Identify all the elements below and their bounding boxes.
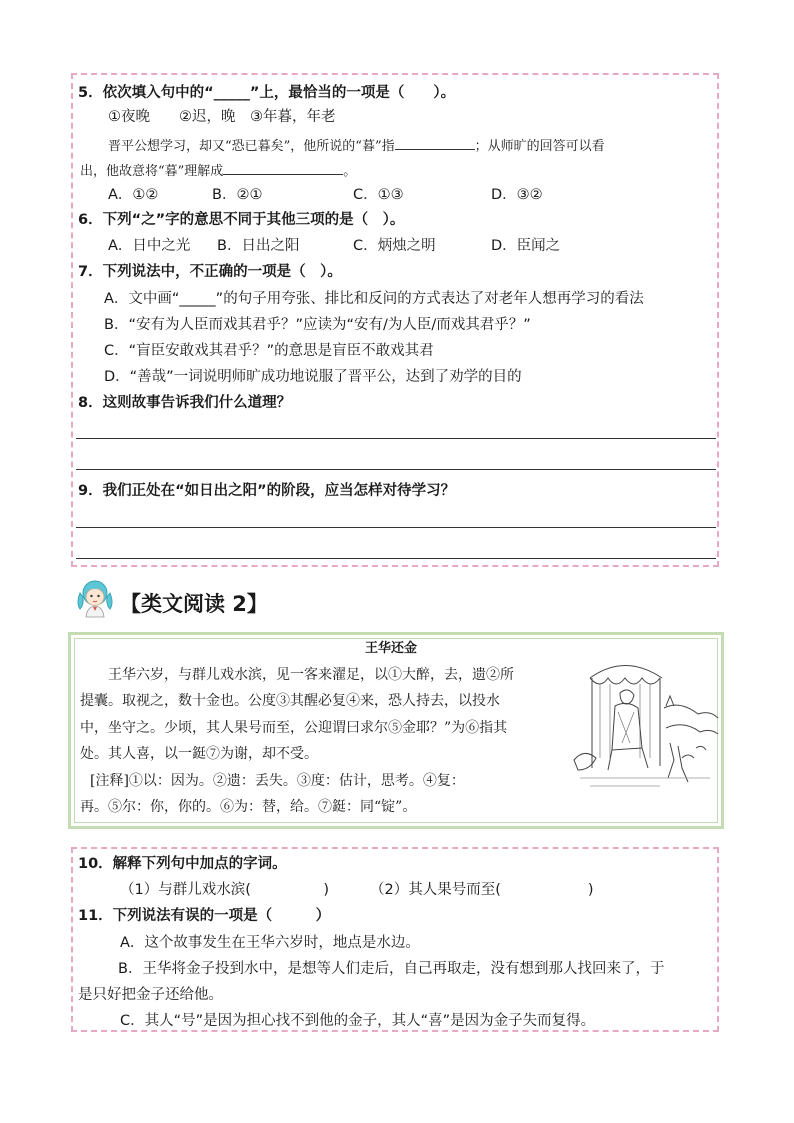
q5-choice-b[interactable]: B．②① xyxy=(212,187,263,203)
q6-choice-d[interactable]: D．臣闻之 xyxy=(491,238,561,254)
section-title: 【类文阅读 2】 xyxy=(120,592,268,616)
answer-line-q8-2[interactable] xyxy=(76,469,716,470)
reading-line-1: 王华六岁，与群儿戏水滨，见一客来濯足，以①大醉，去，遗②所 xyxy=(108,667,514,683)
story-illustration xyxy=(570,648,720,800)
reading-line-4: 处。其人喜，以一鋌⑦为谢，却不受。 xyxy=(80,746,318,762)
q7-choice-d[interactable]: D．“善哉”一词说明师旷成功地说服了晋平公，达到了劝学的目的 xyxy=(104,369,522,385)
q10-stem: 10．解释下列句中加点的字词。 xyxy=(78,856,287,872)
q7-choice-a[interactable]: A．文中画“_____”的句子用夸张、排比和反问的方式表达了对老年人想再学习的看法 xyxy=(104,291,644,307)
reading-line-2: 提囊。取视之，数十金也。公度③其醒必复④来，恐人持去，以投水 xyxy=(80,693,500,709)
q5-choice-d[interactable]: D．③② xyxy=(491,187,543,203)
q7-stem: 7．下列说法中，不正确的一项是（ ）。 xyxy=(78,264,342,280)
q5-choice-a[interactable]: A．①② xyxy=(108,187,159,203)
q6-choice-a[interactable]: A．日中之光 xyxy=(108,238,191,254)
q5-passage-end: 。 xyxy=(343,164,357,179)
q9-stem: 9．我们正处在“如日出之阳”的阶段，应当怎样对待学习？ xyxy=(78,483,456,499)
reading-line-3: 中，坐守之。少顷，其人果号而至，公迎谓曰求尔⑤金耶？”为⑥指其 xyxy=(80,720,508,736)
q10-item-1[interactable]: （1）与群儿戏水滨( ) xyxy=(120,882,330,898)
q5-passage-line1 xyxy=(108,135,605,156)
q5-passage-line2 xyxy=(80,160,356,181)
q11-stem: 11．下列说法有误的一项是（ ） xyxy=(78,908,331,924)
q5-passage-c: 出，他故意将“暮”理解成 xyxy=(80,164,224,179)
reading-note-2: 再。⑤尔：你，你的。⑥为：替，给。⑦鋌：同“锭”。 xyxy=(80,799,417,815)
blank-1[interactable] xyxy=(395,135,475,150)
q7-choice-c[interactable]: C．“盲臣安敢戏其君乎？”的意思是盲臣不敢戏其君 xyxy=(104,343,434,359)
answer-line-q9-1[interactable] xyxy=(76,527,716,528)
q5-passage-b: ；从师旷的回答可以看 xyxy=(474,139,605,154)
q10-item-2[interactable]: （2）其人果号而至( ) xyxy=(370,882,594,898)
q11-choice-b-line2[interactable]: 是只好把金子还给他。 xyxy=(78,987,223,1003)
q5-passage-a: 晋平公想学习，却又“恐已暮矣”，他所说的“暮”指 xyxy=(108,139,395,154)
q7-choice-b[interactable]: B．“安有为人臣而戏其君乎？”应读为“安有/为人臣/而戏其君乎？” xyxy=(104,317,531,333)
girl-avatar-icon xyxy=(74,575,116,619)
q11-choice-b-line1[interactable]: B．王华将金子投到水中，是想等人们走后，自己再取走，没有想到那人找回来了，于 xyxy=(118,961,665,977)
q11-choice-c[interactable]: C．其人“号”是因为担心找不到他的金子，其人“喜”是因为金子失而复得。 xyxy=(120,1013,596,1029)
answer-line-q9-2[interactable] xyxy=(76,558,716,559)
q5-stem: 5．依次填入句中的“_____”上，最恰当的一项是（ ）。 xyxy=(78,85,456,101)
q5-choice-c[interactable]: C．①③ xyxy=(353,187,404,203)
reading-title: 王华还金 xyxy=(365,641,418,656)
blank-2[interactable] xyxy=(223,160,343,175)
q6-choice-b[interactable]: B．日出之阳 xyxy=(217,238,300,254)
q6-choice-c[interactable]: C．炳烛之明 xyxy=(353,238,436,254)
q8-stem: 8．这则故事告诉我们什么道理？ xyxy=(78,395,292,411)
q6-stem: 6．下列“之”字的意思不同于其他三项的是（ ）。 xyxy=(78,212,405,228)
answer-line-q8-1[interactable] xyxy=(76,438,716,439)
q11-choice-a[interactable]: A．这个故事发生在王华六岁时，地点是水边。 xyxy=(120,935,420,951)
q5-options: ①夜晚 ②迟，晚 ③年暮，年老 xyxy=(108,109,336,125)
reading-note-1: [注释]①以：因为。②遗：丢失。③度：估计，思考。④复： xyxy=(90,773,465,789)
